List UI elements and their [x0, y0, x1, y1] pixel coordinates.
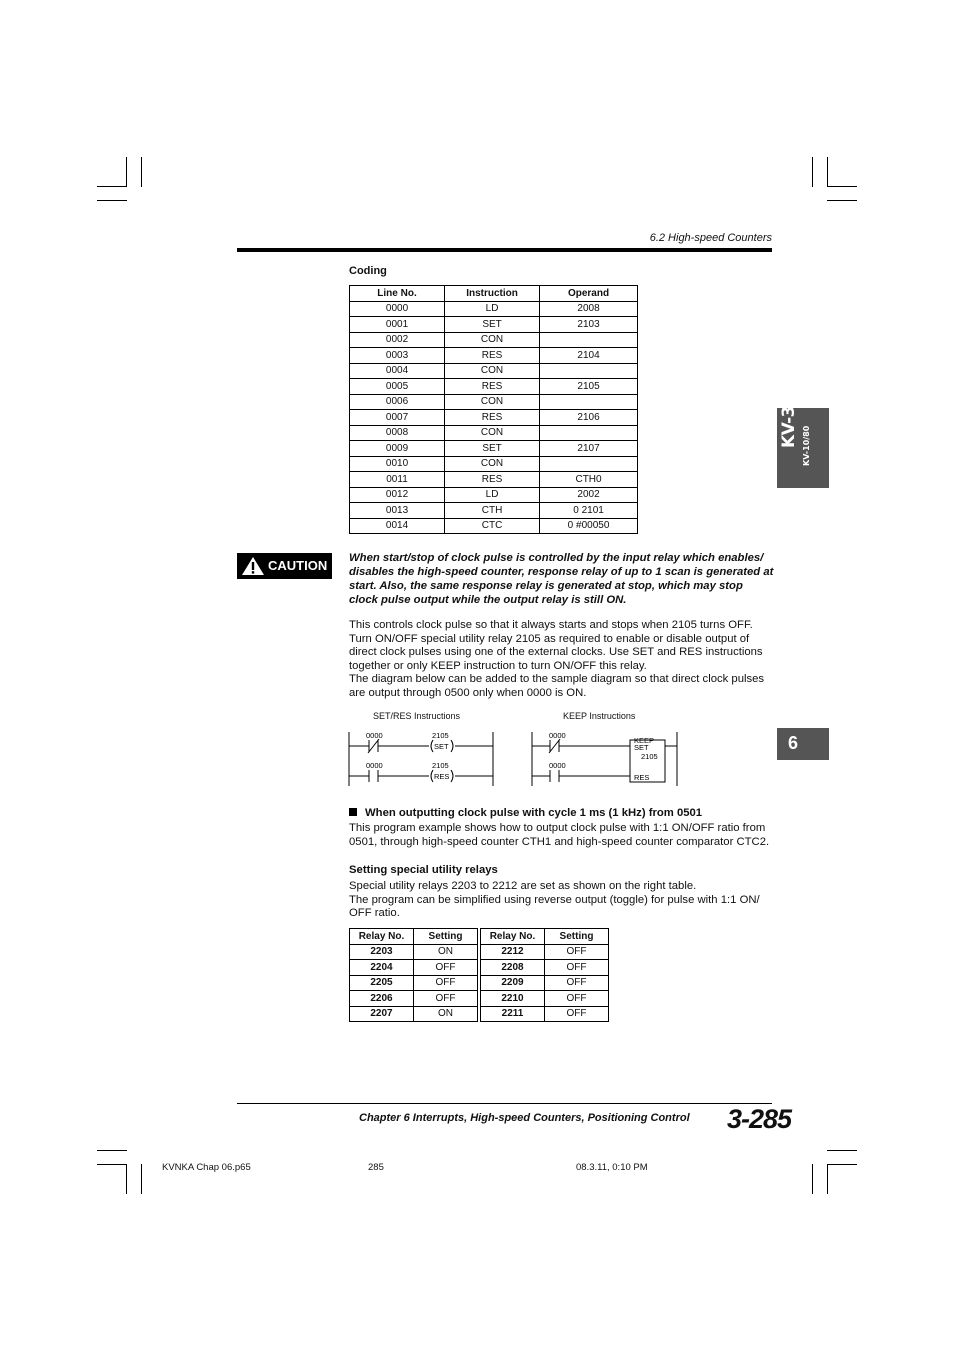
table-cell: 2008	[540, 301, 638, 317]
table-cell: SET	[445, 441, 540, 457]
square-bullet-icon	[349, 808, 357, 816]
table-cell: 2002	[540, 487, 638, 503]
table-row	[350, 975, 609, 991]
table-cell: 0 #00050	[540, 518, 638, 534]
table-cell: OFF	[545, 991, 609, 1007]
table-cell: 0002	[350, 332, 445, 348]
relays-text	[349, 880, 774, 921]
table-cell: 2212	[481, 944, 545, 960]
body-paragraph: The program can be simplified using reverse output (toggle) for pulse with 1:1 ON/ OFF ratio.	[349, 893, 760, 920]
table-row	[350, 379, 638, 395]
table-cell	[540, 456, 638, 472]
table-cell: 0 2101	[540, 503, 638, 519]
body-text	[349, 619, 774, 701]
table-cell: OFF	[545, 944, 609, 960]
table-header-row	[350, 929, 609, 945]
column-header: Relay No.	[350, 929, 414, 945]
table-row	[350, 425, 638, 441]
keep-label: KEEP	[634, 736, 655, 745]
warning-icon	[241, 556, 265, 576]
table-cell: OFF	[414, 975, 478, 991]
caution-text: When start/stop of clock pulse is controlled by the input relay which enables/ disables the high-speed counter, response relay of up to 1 scan is generated at start. Also, the same response relay is generated at stop, which may stop clock pulse output while the output relay is still ON.	[349, 552, 774, 606]
table-cell: 0012	[350, 487, 445, 503]
table-cell: 0008	[350, 425, 445, 441]
table-row	[350, 441, 638, 457]
table-row	[350, 332, 638, 348]
table-cell: OFF	[414, 991, 478, 1007]
relay-settings-table	[349, 928, 609, 1022]
table-cell: 2103	[540, 317, 638, 333]
table-cell: 0011	[350, 472, 445, 488]
table-cell: CON	[445, 456, 540, 472]
table-cell: OFF	[545, 960, 609, 976]
column-header: Setting	[545, 929, 609, 945]
table-cell: RES	[445, 472, 540, 488]
crop-mark	[827, 186, 857, 187]
crop-mark	[126, 1164, 127, 1194]
product-name: KV-300	[779, 383, 799, 448]
table-cell: CON	[445, 363, 540, 379]
table-row	[350, 456, 638, 472]
crop-mark	[141, 157, 142, 187]
table-row	[350, 487, 638, 503]
table-cell: 2211	[481, 1006, 545, 1022]
crop-mark	[97, 1150, 127, 1151]
crop-mark	[827, 200, 857, 201]
table-cell: RES	[445, 379, 540, 395]
table-header-row	[350, 286, 638, 302]
table-cell: 2107	[540, 441, 638, 457]
table-cell: 2105	[540, 379, 638, 395]
table-cell: 2208	[481, 960, 545, 976]
table-cell	[540, 394, 638, 410]
column-header: Relay No.	[481, 929, 545, 945]
relays-heading: Setting special utility relays	[349, 864, 498, 876]
coding-title: Coding	[349, 265, 387, 277]
table-row	[350, 1006, 609, 1022]
table-cell: 2204	[350, 960, 414, 976]
keep-set-label: SET	[634, 743, 649, 752]
section-heading	[349, 807, 702, 819]
table-cell: 0010	[350, 456, 445, 472]
table-row	[350, 991, 609, 1007]
keep-relay-label: 2105	[641, 752, 658, 761]
table-cell: 0007	[350, 410, 445, 426]
section-text: This program example shows how to output clock pulse with 1:1 ON/OFF ratio from 0501, through high-speed counter CTH1 and high-speed counter comparator CTC2.	[349, 822, 770, 848]
column-header: Operand	[540, 286, 638, 302]
product-sub: KV-10/80	[802, 425, 811, 466]
relay-label: 2105	[432, 731, 449, 740]
table-cell	[540, 363, 638, 379]
crop-mark	[812, 1164, 813, 1194]
table-cell: 0013	[350, 503, 445, 519]
coil-label: RES	[434, 772, 450, 781]
crop-mark	[827, 157, 828, 187]
ladder-caption-keep: KEEP Instructions	[563, 711, 636, 721]
table-cell: 2209	[481, 975, 545, 991]
table-cell: 0014	[350, 518, 445, 534]
crop-mark	[827, 1150, 857, 1151]
header-rule	[237, 248, 772, 252]
crop-mark	[97, 186, 127, 187]
footer-date: 08.3.11, 0:10 PM	[576, 1162, 648, 1173]
contact-label: 0000	[549, 731, 566, 740]
section-heading-text: When outputting clock pulse with cycle 1 ms (1 kHz) from 0501	[365, 807, 703, 819]
caution-badge	[237, 553, 332, 579]
table-cell: CON	[445, 332, 540, 348]
crop-mark	[827, 1164, 828, 1194]
table-cell: CON	[445, 425, 540, 441]
ladder-diagram	[345, 728, 685, 790]
table-cell: 0006	[350, 394, 445, 410]
table-cell: ON	[414, 944, 478, 960]
table-row	[350, 301, 638, 317]
table-row	[350, 410, 638, 426]
table-row	[350, 363, 638, 379]
table-cell	[540, 332, 638, 348]
contact-label: 0000	[549, 761, 566, 770]
running-head: 6.2 High-speed Counters	[649, 232, 772, 244]
table-cell: 0000	[350, 301, 445, 317]
table-cell: LD	[445, 487, 540, 503]
coil-label: SET	[434, 742, 449, 751]
column-header: Instruction	[445, 286, 540, 302]
page-number: 3-285	[727, 1104, 792, 1134]
table-row	[350, 944, 609, 960]
table-cell: 0001	[350, 317, 445, 333]
body-paragraph: The diagram below can be added to the sample diagram so that direct clock pulses are output through 0500 only when 0000 is ON.	[349, 673, 765, 699]
footer-page: 285	[368, 1162, 384, 1173]
table-cell: 2205	[350, 975, 414, 991]
footer-file-name: KVNKA Chap 06.p65	[162, 1162, 251, 1173]
table-cell: 2104	[540, 348, 638, 364]
table-cell: 2203	[350, 944, 414, 960]
table-cell: 0004	[350, 363, 445, 379]
footer-rule	[237, 1103, 772, 1104]
crop-mark	[812, 157, 813, 187]
table-cell: SET	[445, 317, 540, 333]
column-header: Setting	[414, 929, 478, 945]
body-paragraph: Special utility relays 2203 to 2212 are set as shown on the right table.	[349, 880, 697, 892]
keep-res-label: RES	[634, 773, 650, 782]
footer-chapter-title: Chapter 6 Interrupts, High-speed Counters, Positioning Control	[359, 1112, 690, 1124]
product-side-tab	[777, 383, 829, 488]
table-cell: 0009	[350, 441, 445, 457]
crop-mark	[126, 157, 127, 187]
column-header: Line No.	[350, 286, 445, 302]
table-row	[350, 348, 638, 364]
table-cell: RES	[445, 348, 540, 364]
chapter-tab	[777, 728, 829, 760]
crop-mark	[827, 1164, 857, 1165]
table-cell: CTH	[445, 503, 540, 519]
table-cell: OFF	[545, 975, 609, 991]
relay-label: 2105	[432, 761, 449, 770]
table-row	[350, 960, 609, 976]
table-row	[350, 472, 638, 488]
table-cell: 2106	[540, 410, 638, 426]
coding-table	[349, 285, 638, 534]
ladder-caption-setres: SET/RES Instructions	[373, 711, 461, 721]
table-cell: LD	[445, 301, 540, 317]
table-cell: ON	[414, 1006, 478, 1022]
table-cell: 2210	[481, 991, 545, 1007]
table-cell: CON	[445, 394, 540, 410]
table-row	[350, 317, 638, 333]
table-row	[350, 518, 638, 534]
table-cell: OFF	[414, 960, 478, 976]
contact-label: 0000	[366, 761, 383, 770]
crop-mark	[97, 200, 127, 201]
crop-mark	[97, 1164, 127, 1165]
table-cell: 2207	[350, 1006, 414, 1022]
body-paragraph: This controls clock pulse so that it always starts and stops when 2105 turns OFF. Turn ON/OFF special utility relay 2105 as required to enable or disable output of direct clock pulses using one of the external clocks. Use SET and RES instructions together or only KEEP instruction to turn ON/OFF this relay.	[349, 619, 763, 672]
contact-label: 0000	[366, 731, 383, 740]
caution-label: CAUTION	[268, 558, 328, 573]
table-row	[350, 503, 638, 519]
table-cell: RES	[445, 410, 540, 426]
table-cell: 2206	[350, 991, 414, 1007]
table-cell	[540, 425, 638, 441]
table-cell: OFF	[545, 1006, 609, 1022]
crop-mark	[141, 1164, 142, 1194]
table-cell: CTC	[445, 518, 540, 534]
table-row	[350, 394, 638, 410]
chapter-tab-number: 6	[788, 733, 799, 753]
table-cell: CTH0	[540, 472, 638, 488]
table-cell: 0005	[350, 379, 445, 395]
table-cell: 0003	[350, 348, 445, 364]
